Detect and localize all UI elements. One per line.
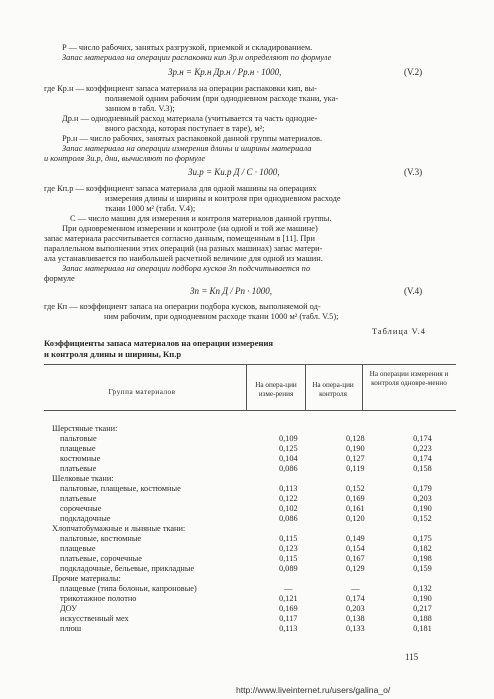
control-value: 0,203 bbox=[346, 604, 365, 613]
control-value: 0,154 bbox=[346, 544, 365, 553]
control-value: 0,169 bbox=[346, 494, 365, 503]
col-header-simultaneous: На операции измерения и контроля одновре-менно bbox=[369, 370, 449, 387]
simultaneous-value: 0,188 bbox=[413, 614, 432, 623]
measure-value: 0,122 bbox=[278, 494, 298, 503]
measure-value: 0,102 bbox=[278, 504, 298, 513]
control-value: — bbox=[351, 584, 360, 593]
para-1: При одновременном измерении и контроле (на одной и той же машине) bbox=[62, 224, 318, 233]
control-value bbox=[322, 474, 389, 484]
table-title-1: Коэффициенты запаса материалов на операции измерения bbox=[44, 338, 274, 348]
group-cell: ДОУ bbox=[60, 604, 78, 613]
group-cell: пальтовые, костюмные bbox=[60, 534, 142, 543]
table-row bbox=[44, 594, 456, 604]
measure-value: 0,115 bbox=[279, 554, 298, 563]
simultaneous-value: 0,190 bbox=[413, 594, 432, 603]
measure-value: 0,104 bbox=[278, 454, 298, 463]
formula-v3: Зи.р = Ки.р Д / С · 1000, bbox=[188, 167, 280, 177]
table-row bbox=[44, 484, 456, 494]
group-cell: Прочие материалы: bbox=[52, 574, 121, 583]
table-row bbox=[44, 504, 456, 514]
control-value bbox=[322, 574, 389, 584]
control-value: 0,152 bbox=[346, 484, 365, 493]
group-cell: Шерстяные ткани: bbox=[52, 424, 118, 433]
measure-value: 0,086 bbox=[278, 464, 298, 473]
table-row bbox=[44, 564, 456, 574]
simultaneous-value bbox=[389, 474, 456, 484]
formula-v4-num: (V.4) bbox=[404, 286, 423, 296]
measure-value: 0,113 bbox=[279, 624, 298, 633]
group-cell: плащевые bbox=[60, 544, 96, 553]
table-row bbox=[44, 584, 456, 594]
table-row bbox=[44, 544, 456, 554]
simultaneous-value bbox=[389, 574, 456, 584]
group-cell: платьевые bbox=[60, 464, 97, 473]
table-row bbox=[44, 524, 456, 534]
def-c: С — число машин для измерения и контроля материалов данной группы. bbox=[70, 214, 332, 223]
group-cell: плащевые (типа болоньи, капроновые) bbox=[60, 584, 197, 593]
def-kp-1: где Кп — коэффициент запаса на операции подбора кусков, выполняемой од- bbox=[44, 302, 321, 311]
control-value: 0,167 bbox=[346, 554, 365, 563]
measure-value bbox=[255, 574, 322, 584]
group-cell: искусственный мех bbox=[60, 614, 129, 623]
table-row bbox=[44, 624, 456, 634]
def-drn-2: вного расхода, которая поступает в таре), м²; bbox=[105, 124, 265, 133]
def-krn-1: где Кр.н — коэффициент запаса материала на операции распаковки кип, вы- bbox=[44, 84, 317, 93]
table-label: Таблица V.4 bbox=[372, 327, 426, 336]
def-drn-1: Др.н — однодневный расход материала (учитывается та часть однодне- bbox=[62, 114, 318, 123]
def-p: P — число рабочих, занятых разгрузкой, приемкой и складированием. bbox=[62, 43, 313, 52]
table-row bbox=[44, 574, 456, 584]
simultaneous-value: 0,198 bbox=[413, 554, 432, 563]
intro-select-2: формуле bbox=[44, 274, 75, 283]
simultaneous-value: 0,179 bbox=[413, 484, 432, 493]
simultaneous-value: 0,203 bbox=[413, 494, 432, 503]
measure-value: 0,125 bbox=[278, 444, 298, 453]
measure-value: 0,115 bbox=[279, 534, 298, 543]
def-kp-2: ним рабочим, при однодневном расходе ткани 1000 м² (табл. V.5); bbox=[104, 312, 339, 321]
def-kpr-1: где Кп.р — коэффициент запаса материала для одной машины на операциях bbox=[44, 184, 317, 193]
simultaneous-value: 0,190 bbox=[413, 504, 432, 513]
measure-value: 0,089 bbox=[278, 564, 298, 573]
group-cell: сорочечные bbox=[60, 504, 102, 513]
measure-value: 0,123 bbox=[278, 544, 298, 553]
table-row bbox=[44, 464, 456, 474]
group-cell: плюш bbox=[60, 624, 82, 633]
measure-value: — bbox=[284, 584, 293, 593]
table-row bbox=[44, 424, 456, 434]
para-4: ала устанавливается по наибольшей расчетной величине для одной из машин. bbox=[44, 254, 323, 263]
control-value: 0,149 bbox=[346, 534, 365, 543]
simultaneous-value: 0,181 bbox=[413, 624, 432, 633]
measure-value: 0,086 bbox=[278, 514, 298, 523]
simultaneous-value bbox=[389, 524, 456, 534]
control-value: 0,128 bbox=[346, 434, 365, 443]
def-kpr-3: ткани 1000 м² (табл. V.4); bbox=[105, 204, 196, 213]
table-row bbox=[44, 604, 456, 614]
group-cell: трикотажное полотно bbox=[60, 594, 137, 603]
table-body bbox=[44, 424, 456, 634]
simultaneous-value: 0,158 bbox=[413, 464, 432, 473]
table-row bbox=[44, 494, 456, 504]
simultaneous-value: 0,174 bbox=[413, 454, 432, 463]
page-number: 115 bbox=[405, 652, 419, 662]
table-row bbox=[44, 454, 456, 464]
control-value bbox=[322, 424, 389, 434]
table-row bbox=[44, 534, 456, 544]
group-cell: подкладочные, бельевые, прикладные bbox=[60, 564, 195, 573]
simultaneous-value: 0,217 bbox=[413, 604, 432, 613]
intro-unpack: Запас материала на операции распаковки кип Зр.н определяют по формуле bbox=[62, 53, 332, 62]
group-cell: костюмные bbox=[60, 454, 101, 463]
simultaneous-value: 0,152 bbox=[413, 514, 432, 523]
control-value: 0,119 bbox=[346, 464, 365, 473]
control-value: 0,190 bbox=[346, 444, 365, 453]
table-header-rule bbox=[44, 410, 456, 411]
control-value: 0,174 bbox=[346, 594, 365, 603]
header-divider-3 bbox=[362, 364, 363, 410]
col-header-group: Группа материалов bbox=[108, 388, 176, 396]
measure-value: 0,109 bbox=[278, 434, 298, 443]
def-prn-1: Рр.н — число рабочих, занятых распаковкой данной группы материалов. bbox=[62, 134, 323, 143]
table-title-2: и контроля длины и ширины, Кп.р bbox=[44, 349, 182, 359]
group-cell: подкладочные bbox=[60, 514, 111, 523]
group-cell: Шелковые ткани: bbox=[52, 474, 114, 483]
group-cell: платьевые, сорочечные bbox=[60, 554, 142, 563]
measure-value: 0,117 bbox=[279, 614, 298, 623]
source-url: http://www.liveinternet.ru/users/galina_o/ bbox=[236, 685, 391, 695]
intro-measure-1: Запас материала на операции измерения длины и ширины материала bbox=[62, 144, 312, 153]
para-3: параллельном выполнении этих операций (на разных машинах) запас матери- bbox=[44, 244, 323, 253]
para-2: запас материала рассчитывается согласно данным, помещенным в [11]. При bbox=[44, 234, 315, 243]
control-value: 0,161 bbox=[346, 504, 365, 513]
col-header-measure: На опера-ции изме-рения bbox=[255, 381, 297, 398]
group-cell: пальтовые, плащевые, костюмные bbox=[60, 484, 181, 493]
measure-value bbox=[255, 524, 322, 534]
def-krn-2: полняемой одним рабочим (при однодневном расходе ткани, ука- bbox=[105, 94, 339, 103]
formula-v2-num: (V.2) bbox=[404, 67, 423, 77]
measure-value bbox=[255, 474, 322, 484]
formula-v2: Зр.н = Кр.н Др.н / Рр.н · 1000, bbox=[168, 67, 282, 77]
control-value: 0,129 bbox=[346, 564, 365, 573]
simultaneous-value: 0,223 bbox=[413, 444, 432, 453]
intro-measure-2: и контроля Зи.р, дни, вычисляют по формуле bbox=[44, 154, 206, 163]
formula-v3-num: (V.3) bbox=[404, 167, 423, 177]
group-cell: платьевые bbox=[60, 494, 97, 503]
table-row bbox=[44, 434, 456, 444]
measure-value bbox=[255, 424, 322, 434]
simultaneous-value: 0,182 bbox=[413, 544, 432, 553]
table-row bbox=[44, 474, 456, 484]
intro-select-1: Запас материала на операции подбора кусков Зп подсчитывается по bbox=[62, 264, 311, 273]
measure-value: 0,113 bbox=[279, 484, 298, 493]
group-cell: плащевые bbox=[60, 444, 96, 453]
measure-value: 0,121 bbox=[278, 594, 298, 603]
def-kpr-2: измерения длины и ширины и контроля при однодневном расходе bbox=[105, 194, 341, 203]
simultaneous-value: 0,174 bbox=[413, 434, 432, 443]
formula-v4: Зп = Кп Д / Рп · 1000, bbox=[190, 286, 272, 296]
header-divider-2 bbox=[305, 364, 306, 410]
table-row bbox=[44, 614, 456, 624]
def-krn-3: занном в табл. V.3); bbox=[105, 104, 175, 113]
simultaneous-value: 0,159 bbox=[413, 564, 432, 573]
table-row bbox=[44, 514, 456, 524]
data-table bbox=[44, 424, 456, 634]
header-divider-1 bbox=[246, 364, 247, 410]
simultaneous-value: 0,175 bbox=[413, 534, 432, 543]
control-value: 0,120 bbox=[346, 514, 365, 523]
measure-value: 0,169 bbox=[278, 604, 298, 613]
col-header-control: На опера-ции контроля bbox=[312, 381, 354, 398]
control-value bbox=[322, 524, 389, 534]
simultaneous-value bbox=[389, 424, 456, 434]
group-cell: Хлопчатобумажные и льняные ткани: bbox=[52, 524, 186, 533]
control-value: 0,127 bbox=[346, 454, 365, 463]
table-row bbox=[44, 554, 456, 564]
simultaneous-value: 0,132 bbox=[413, 584, 432, 593]
control-value: 0,138 bbox=[346, 614, 365, 623]
group-cell: пальтовые bbox=[60, 434, 97, 443]
table-row bbox=[44, 444, 456, 454]
control-value: 0,133 bbox=[346, 624, 365, 633]
table-top-rule bbox=[44, 364, 456, 365]
